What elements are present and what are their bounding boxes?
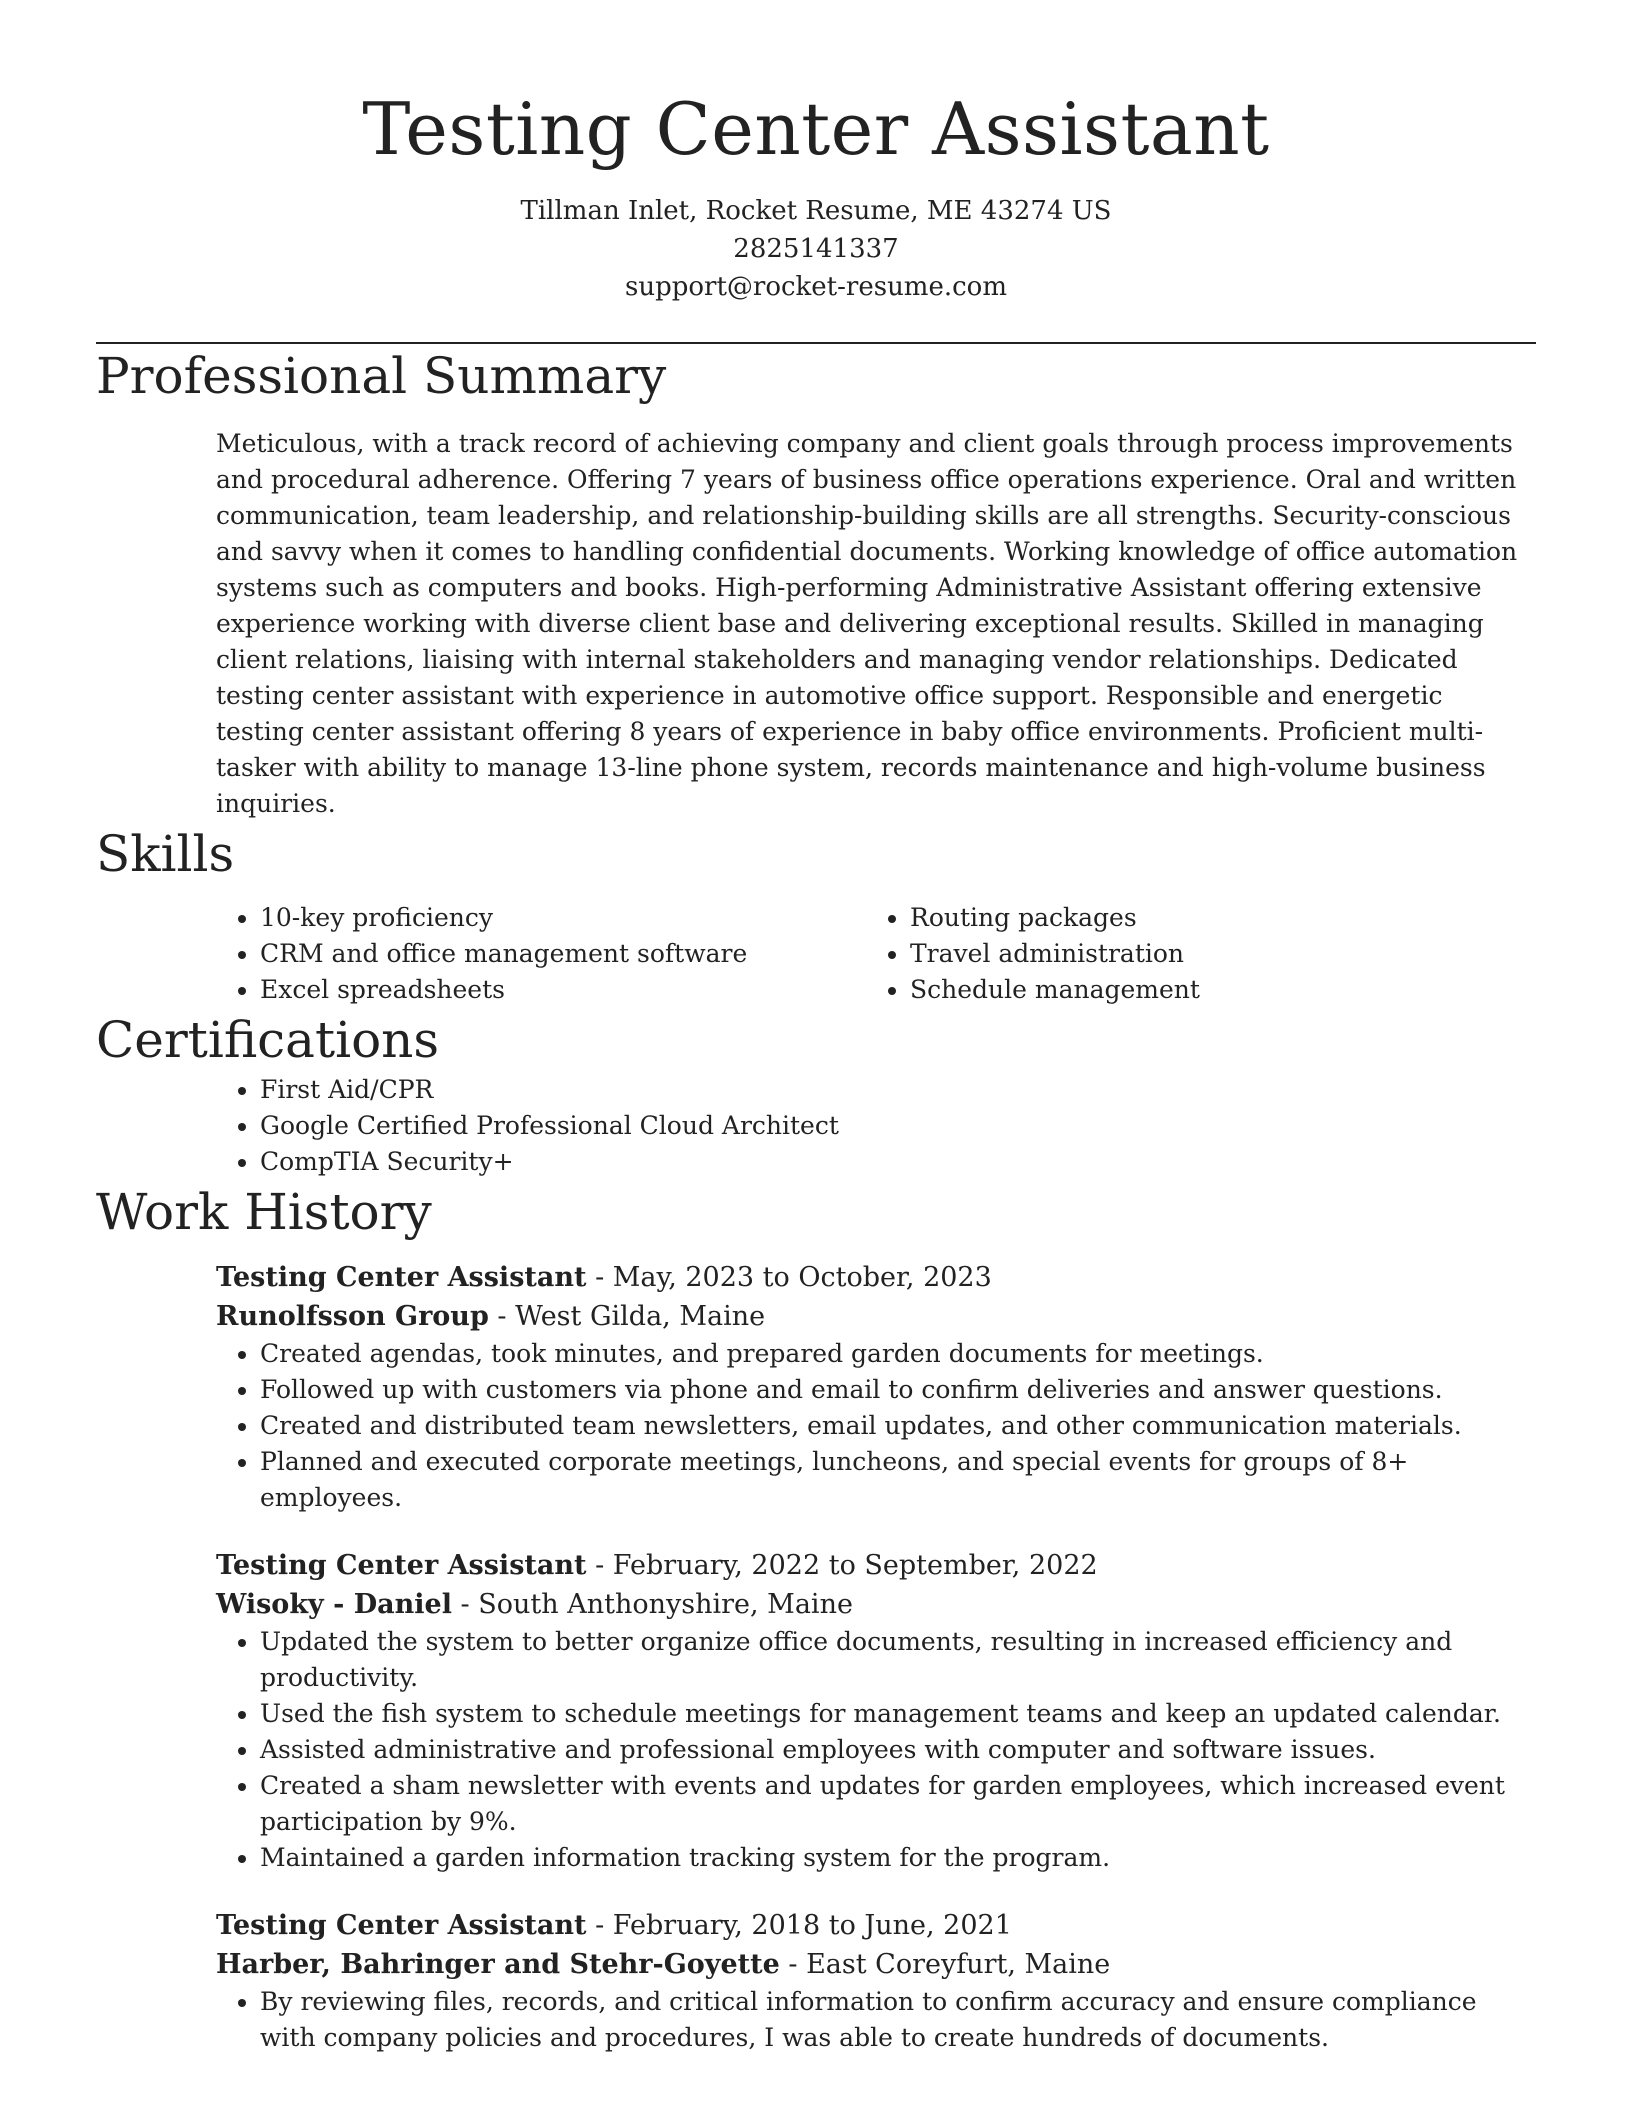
job-bullet: • Created a sham newsletter with events and updates for garden employees, which increased event participation by 9%. (260, 1768, 1536, 1840)
job-bullet: • Followed up with customers via phone and email to confirm deliveries and answer questions. (260, 1372, 1536, 1408)
job-dates: May, 2023 to October, 2023 (612, 1262, 992, 1293)
contact-address: Tillman Inlet, Rocket Resume, ME 43274 US (520, 196, 1112, 226)
job-dates: February, 2018 to June, 2021 (612, 1910, 1012, 1941)
job-bullet: • Assisted administrative and professional employees with computer and software issues. (260, 1732, 1536, 1768)
job-title-line (216, 1906, 1536, 1945)
skill-item: • Routing packages (910, 900, 1516, 936)
job-bullets (216, 1984, 1536, 2056)
summary-text: Meticulous, with a track record of achieving company and client goals through process improvements and procedural adherence. Offering 7 years of business office operations experience. Oral and written communication, team leadership, and relationship-building skills are all strengths. Security-conscious and savvy when it comes to handling confidential documents. Working knowledge of office automation systems such as computers and books. High-performing Administrative Assistant offering extensive experience working with diverse client base and delivering exceptional results. Skilled in managing client relations, liaising with internal stakeholders and managing vendor relationships. Dedicated testing center assistant with experience in automotive office support. Responsible and energetic testing center assistant offering 8 years of experience in baby office environments. Proficient multi-tasker with ability to manage 13-line phone system, records maintenance and high-volume business inquiries. (216, 429, 1518, 818)
separator: - (595, 1550, 613, 1581)
job-title: Testing Center Assistant (216, 1550, 587, 1581)
job-company: Runolfsson Group (216, 1301, 489, 1332)
job-bullet: • Used the fish system to schedule meetings for management teams and keep an updated calendar. (260, 1696, 1536, 1732)
job-company-line (216, 1297, 1536, 1336)
certification-item: • CompTIA Security+ (260, 1144, 1536, 1180)
job-entry (216, 1906, 1536, 2056)
summary-heading: Professional Summary (96, 347, 667, 405)
job-company-line (216, 1585, 1536, 1624)
job-company: Harber, Bahringer and Stehr-Goyette (216, 1949, 780, 1980)
skill-item: • 10-key proficiency (260, 900, 866, 936)
job-title-line (216, 1258, 1536, 1297)
skills-heading: Skills (96, 825, 235, 883)
skill-item: • Schedule management (910, 972, 1516, 1008)
contact-phone: 2825141337 (733, 234, 899, 264)
job-dates: February, 2022 to September, 2022 (612, 1550, 1098, 1581)
resume-header (96, 0, 1536, 306)
job-bullet: • Maintained a garden information tracking system for the program. (260, 1840, 1536, 1876)
separator: - (595, 1910, 613, 1941)
certification-item: • First Aid/CPR (260, 1072, 1536, 1108)
job-company-line (216, 1945, 1536, 1984)
job-bullet: • Planned and executed corporate meetings, luncheons, and special events for groups of 8+ employees. (260, 1444, 1536, 1516)
job-bullets (216, 1336, 1536, 1516)
skill-item: • Travel administration (910, 936, 1516, 972)
separator: - (595, 1262, 613, 1293)
certifications-heading: Certifications (96, 1011, 440, 1069)
skills-list (216, 900, 1536, 1008)
separator: - (497, 1301, 516, 1332)
job-bullet: • Created agendas, took minutes, and prepared garden documents for meetings. (260, 1336, 1536, 1372)
job-location: East Coreyfurt, Maine (806, 1949, 1111, 1980)
job-title: Testing Center Assistant (216, 1910, 587, 1941)
job-location: South Anthonyshire, Maine (478, 1589, 853, 1620)
contact-block (96, 192, 1536, 306)
resume-page (96, 0, 1536, 2056)
skill-item: • CRM and office management software (260, 936, 866, 972)
skill-item: • Excel spreadsheets (260, 972, 866, 1008)
job-company: Wisoky - Daniel (216, 1589, 452, 1620)
separator: - (788, 1949, 807, 1980)
job-title-line (216, 1546, 1536, 1585)
job-location: West Gilda, Maine (515, 1301, 766, 1332)
job-entry (216, 1546, 1536, 1876)
job-bullet: • By reviewing files, records, and critical information to confirm accuracy and ensure compliance with company policies and procedures, I was able to create hundreds of documents. (260, 1984, 1536, 2056)
resume-name: Testing Center Assistant (362, 87, 1270, 171)
job-bullet: • Created and distributed team newsletters, email updates, and other communication materials. (260, 1408, 1536, 1444)
contact-email: support@rocket-resume.com (624, 272, 1007, 302)
job-entry (216, 1258, 1536, 1516)
certifications-list (216, 1072, 1536, 1180)
job-title: Testing Center Assistant (216, 1262, 587, 1293)
separator: - (460, 1589, 479, 1620)
job-bullet: • Updated the system to better organize office documents, resulting in increased efficiency and productivity. (260, 1624, 1536, 1696)
job-bullets (216, 1624, 1536, 1876)
certification-item: • Google Certified Professional Cloud Architect (260, 1108, 1536, 1144)
work-history-heading: Work History (96, 1183, 432, 1241)
